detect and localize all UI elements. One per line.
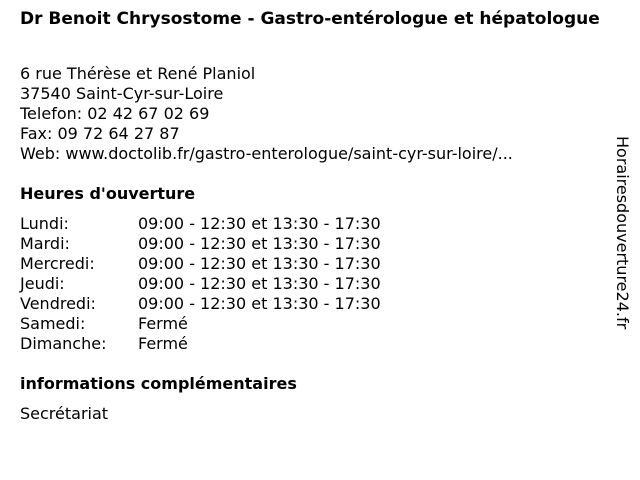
site-watermark: Horairesdouverture24.fr: [613, 136, 632, 330]
phone-line: Telefon: 02 42 67 02 69: [20, 104, 210, 123]
day-label: Mercredi:: [20, 254, 95, 273]
additional-info-heading: informations complémentaires: [20, 374, 297, 393]
fax-line: Fax: 09 72 64 27 87: [20, 124, 180, 143]
day-label: Dimanche:: [20, 334, 107, 353]
time-value: 09:00 - 12:30 et 13:30 - 17:30: [138, 254, 381, 273]
address-street: 6 rue Thérèse et René Planiol: [20, 64, 256, 83]
day-label: Samedi:: [20, 314, 86, 333]
time-value: 09:00 - 12:30 et 13:30 - 17:30: [138, 274, 381, 293]
time-value: 09:00 - 12:30 et 13:30 - 17:30: [138, 294, 381, 313]
day-label: Vendredi:: [20, 294, 96, 313]
day-label: Mardi:: [20, 234, 70, 253]
time-value: 09:00 - 12:30 et 13:30 - 17:30: [138, 214, 381, 233]
page-title: Dr Benoit Chrysostome - Gastro-entérologue et hépatologue: [20, 9, 600, 29]
time-value: Fermé: [138, 334, 188, 353]
additional-info-text: Secrétariat: [20, 404, 109, 423]
day-label: Jeudi:: [20, 274, 65, 293]
time-value: 09:00 - 12:30 et 13:30 - 17:30: [138, 234, 381, 253]
opening-hours-heading: Heures d'ouverture: [20, 184, 196, 203]
website-line: Web: www.doctolib.fr/gastro-enterologue/saint-cyr-sur-loire/...: [20, 144, 513, 163]
address-city: 37540 Saint-Cyr-sur-Loire: [20, 84, 224, 103]
contact-block: [20, 64, 513, 164]
day-label: Lundi:: [20, 214, 69, 233]
time-value: Fermé: [138, 314, 188, 333]
